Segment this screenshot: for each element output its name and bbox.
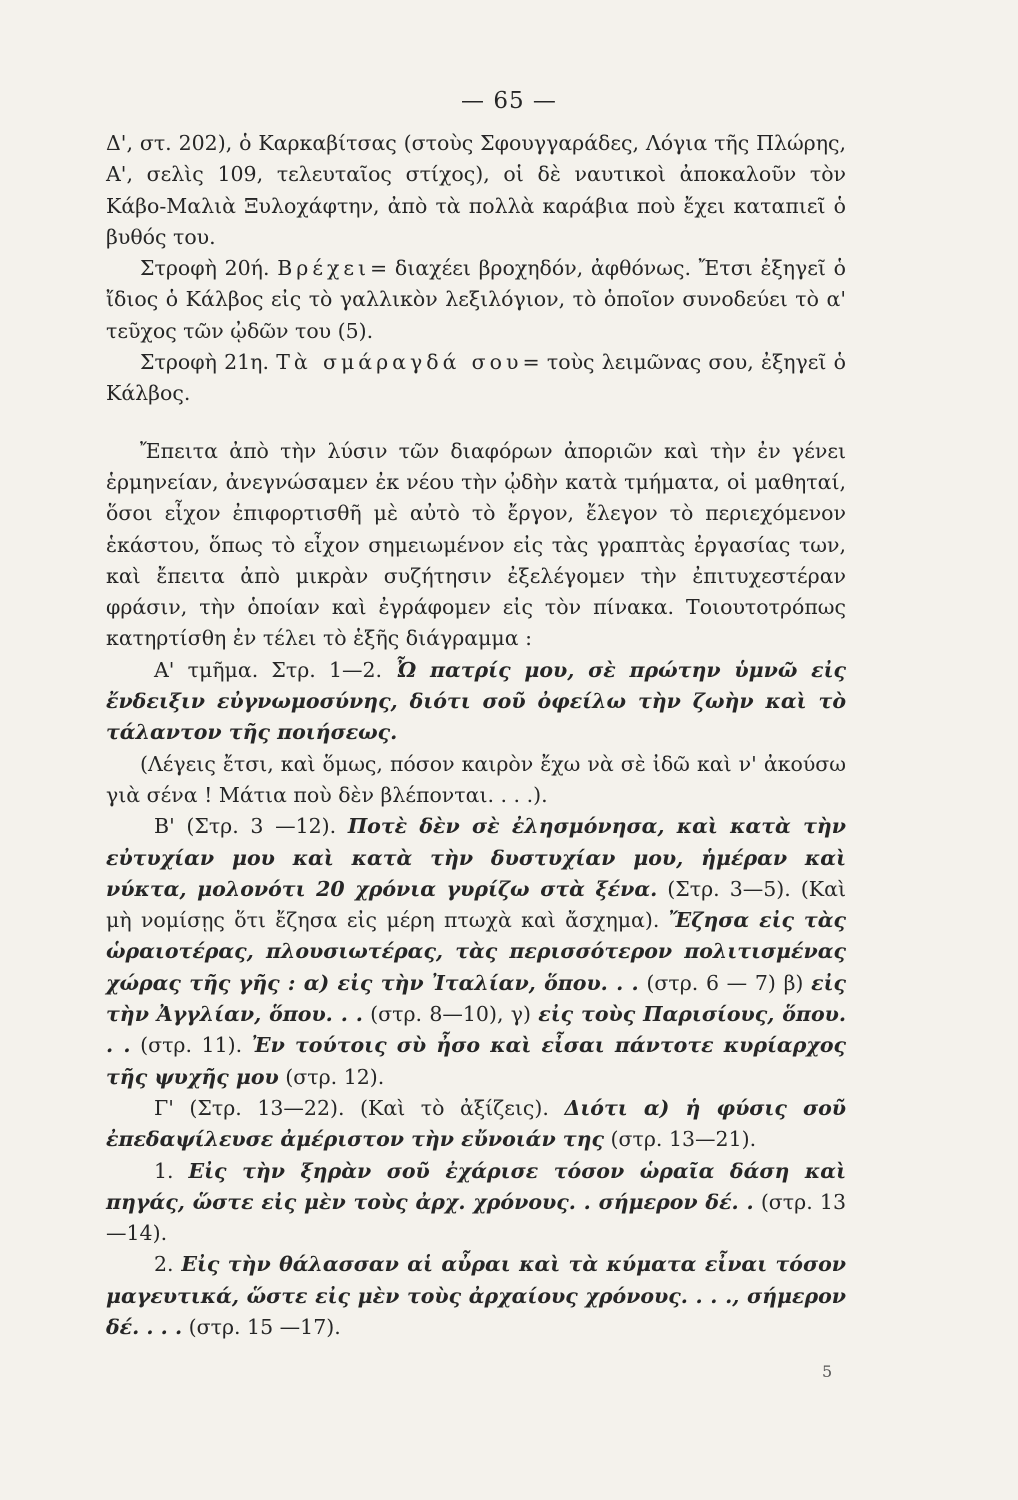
bold-italic-text: Ποτὲ δὲν σὲ ἐλησμόνησα, καὶ κατὰ τὴν εὐτυχίαν μου καὶ κατὰ τὴν δυστυχίαν μου, ἡμέραν καὶ νύκτα, μολονότι 20 χρόνια γυρίζω στὰ ξένα. — [106, 814, 846, 901]
bold-italic-text: Ὦ πατρίς μου, σὲ πρώτην ὑμνῶ εἰς ἔνδειξιν εὐγνωμοσύνης, διότι σοῦ ὀφείλω τὴν ζωὴν καὶ τὸ τάλαντον τῆς ποιήσεως. — [106, 657, 846, 745]
strophe-ref: Στροφὴ 21η. — [140, 350, 269, 375]
paragraph-text: (στρ. 15 —17). — [188, 1314, 341, 1339]
paragraph — [106, 1156, 846, 1250]
item-number: 2. — [154, 1252, 174, 1277]
paragraph-text: (Στρ. 3—5). (Καὶ μὴ νομίσῃς ὅτι ἔζησα εἰς μέρη πτωχὰ καὶ ἄσχημα). — [106, 876, 846, 933]
bold-italic-text: Εἰς τὴν θάλασσαν αἱ αὖραι καὶ τὰ κύματα εἶναι τόσον μαγευτικά, ὥστε εἰς μὲν τοὺς ἀρχαίους χρόνους. . . ., σήμερον δέ. . . . — [106, 1252, 846, 1339]
bold-italic-text: Διότι α) ἡ φύσις σοῦ ἐπεδαψίλευσε ἀμέριστον τὴν εὔνοιάν της — [106, 1095, 846, 1152]
paragraph: Δ', στ. 202), ὁ Καρκαβίτσας (στοὺς Σφουγγαράδες, Λόγια τῆς Πλώρης, Α', σελὶς 109, τελευταῖος στίχος), οἱ δὲ ναυτικοὶ ἀποκαλοῦν τὸν Κάβο-Μαλιὰ Ξυλοχάφτην, ἀπὸ τὰ πολλὰ καράβια ποὺ ἔχει καταπιεῖ ὁ βυθός του. — [106, 131, 846, 249]
paragraph — [106, 1093, 846, 1156]
bold-italic-text: εἰς τὴν Ἀγγλίαν, ὅπου. . . — [106, 970, 846, 1027]
paragraph: (Λέγεις ἔτσι, καὶ ὅμως, πόσον καιρὸν ἔχω νὰ σὲ ἰδῶ καὶ ν' ἀκούσω γιὰ σένα ! Μάτια ποὺ δὲν βλέπονται. . . .). — [106, 751, 846, 807]
section-ref: Γ' (Στρ. 13—22). (Καὶ τὸ ἀξίζεις). — [154, 1095, 549, 1120]
page-number: — 65 — — [461, 88, 557, 114]
paragraph-text: = τοὺς λειμῶνας σου, ἐξηγεῖ ὁ Κάλβος. — [106, 350, 847, 406]
paragraph-text: = διαχέει βροχηδόν, ἀφθόνως. Ἔτσι ἐξηγεῖ ὁ ἴδιος ὁ Κάλβος εἰς τὸ γαλλικὸν λεξιλόγιον, τὸ ὁποῖον συνοδεύει τὸ α' τεῦχος τῶν ᾠδῶν του (5). — [106, 256, 846, 343]
printer-signature: 5 — [822, 1362, 833, 1381]
section-ref: Β' (Στρ. 3 —12). — [154, 814, 337, 839]
paragraph — [106, 655, 846, 749]
paragraph — [106, 347, 846, 410]
spaced-term: Τὰ σμάραγδά σου — [276, 350, 523, 375]
paragraph-text: (στρ. 6 — 7) β) — [646, 970, 804, 995]
paragraph — [106, 811, 846, 1093]
paragraph-text: (στρ. 13 —14). — [106, 1189, 846, 1246]
section-ref: Α' τμῆμα. Στρ. 1—2. — [154, 657, 383, 682]
bold-italic-text: Ἐν τούτοις σὺ ἦσο καὶ εἶσαι πάντοτε κυρίαρχος τῆς ψυχῆς μου — [106, 1033, 846, 1089]
spaced-term: Βρέχει — [277, 256, 371, 281]
paragraph-text: (στρ. 13—21). — [610, 1127, 757, 1152]
bold-italic-text: Εἰς τὴν ξηρὰν σοῦ ἐχάρισε τόσον ὡραῖα δάση καὶ πηγάς, ὥστε εἰς μὲν τοὺς ἀρχ. χρόνους. . σήμερον δέ. . — [106, 1158, 846, 1214]
paragraph — [106, 1249, 846, 1343]
item-number: 1. — [154, 1158, 174, 1183]
paragraph-text: (στρ. 11). — [140, 1033, 243, 1058]
paragraph-text: (στρ. 8—10), γ) — [370, 1002, 532, 1027]
strophe-ref: Στροφὴ 20ή. — [140, 256, 270, 281]
paragraph: Ἔπειτα ἀπὸ τὴν λύσιν τῶν διαφόρων ἀποριῶν καὶ τὴν ἐν γένει ἑρμηνείαν, ἀνεγνώσαμεν ἐκ νέου τὴν ᾠδὴν κατὰ τμήματα, οἱ μαθηταί, ὅσοι εἶχον ἐπιφορτισθῆ μὲ αὐτὸ τὸ ἔργον, ἔλεγον τὸ περιεχόμενον ἑκάστου, ὅπως τὸ εἶχον σημειωμένον εἰς τὰς γραπτὰς ἐργασίας των, καὶ ἔπειτα ἀπὸ μικρὰν συζήτησιν ἐξελέγομεν τὴν ἐπιτυχεστέραν φράσιν, τὴν ὁποίαν καὶ ἐγράφομεν εἰς τὸν πίνακα. Τοιουτοτρόπως κατηρτίσθη ἐν τέλει τὸ ἑξῆς διάγραμμα : — [106, 438, 846, 651]
bold-italic-text: Ἔζησα εἰς τὰς ὡραιοτέρας, πλουσιωτέρας, τὰς περισσότερον πολιτισμένας χώρας τῆς γῆς : α) εἰς τὴν Ἰταλίαν, ὅπου. . . — [106, 908, 846, 995]
paragraph-text: (στρ. 12). — [285, 1064, 385, 1089]
page-body — [106, 128, 846, 1343]
paragraph — [106, 253, 846, 347]
bold-italic-text: εἰς τοὺς Παρισίους, ὅπου. . . — [106, 1002, 846, 1058]
